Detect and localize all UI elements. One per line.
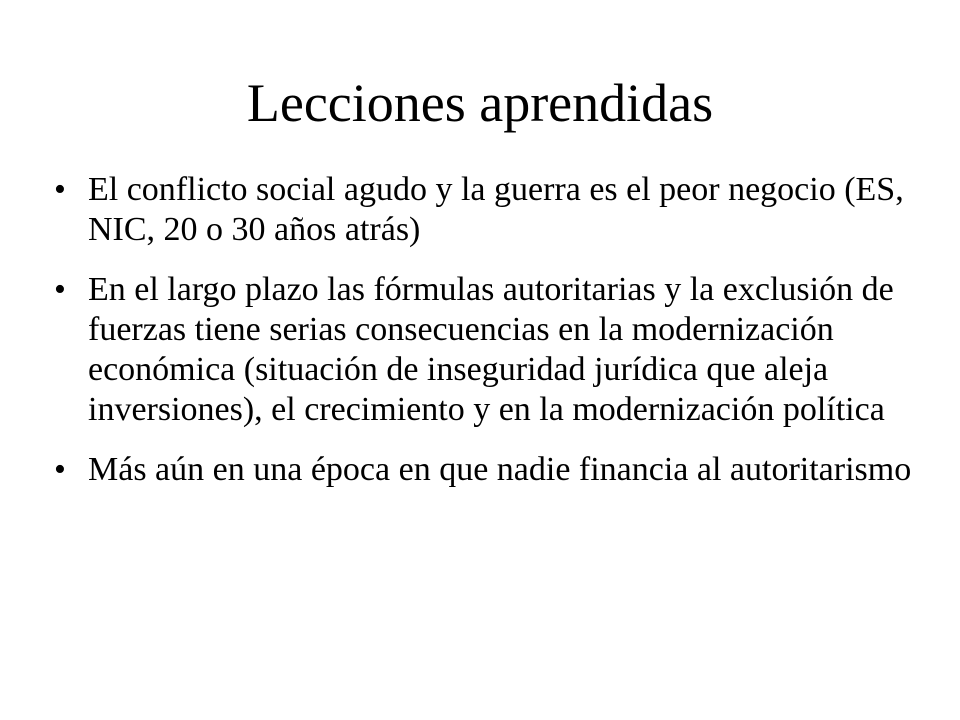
bullet-text: En el largo plazo las fórmulas autoritarias y la exclusión de fuerzas tiene serias consecuencias en la modernización económica (situación de inseguridad jurídica que aleja inversiones), el crecimiento y en la modernización política <box>88 271 894 428</box>
bullet-icon: • <box>54 271 66 308</box>
bullet-icon: • <box>54 451 66 488</box>
slide-title: Lecciones aprendidas <box>246 73 714 133</box>
bullet-text: El conflicto social agudo y la guerra es el peor negocio (ES, NIC, 20 o 30 años atrás) <box>88 171 904 248</box>
bullet-item <box>48 450 928 490</box>
bullet-icon: • <box>54 171 66 208</box>
bullet-text: Más aún en una época en que nadie financia al autoritarismo <box>88 451 912 488</box>
bullet-item <box>48 270 928 430</box>
bullet-item <box>48 170 928 250</box>
bullet-list <box>48 170 928 510</box>
